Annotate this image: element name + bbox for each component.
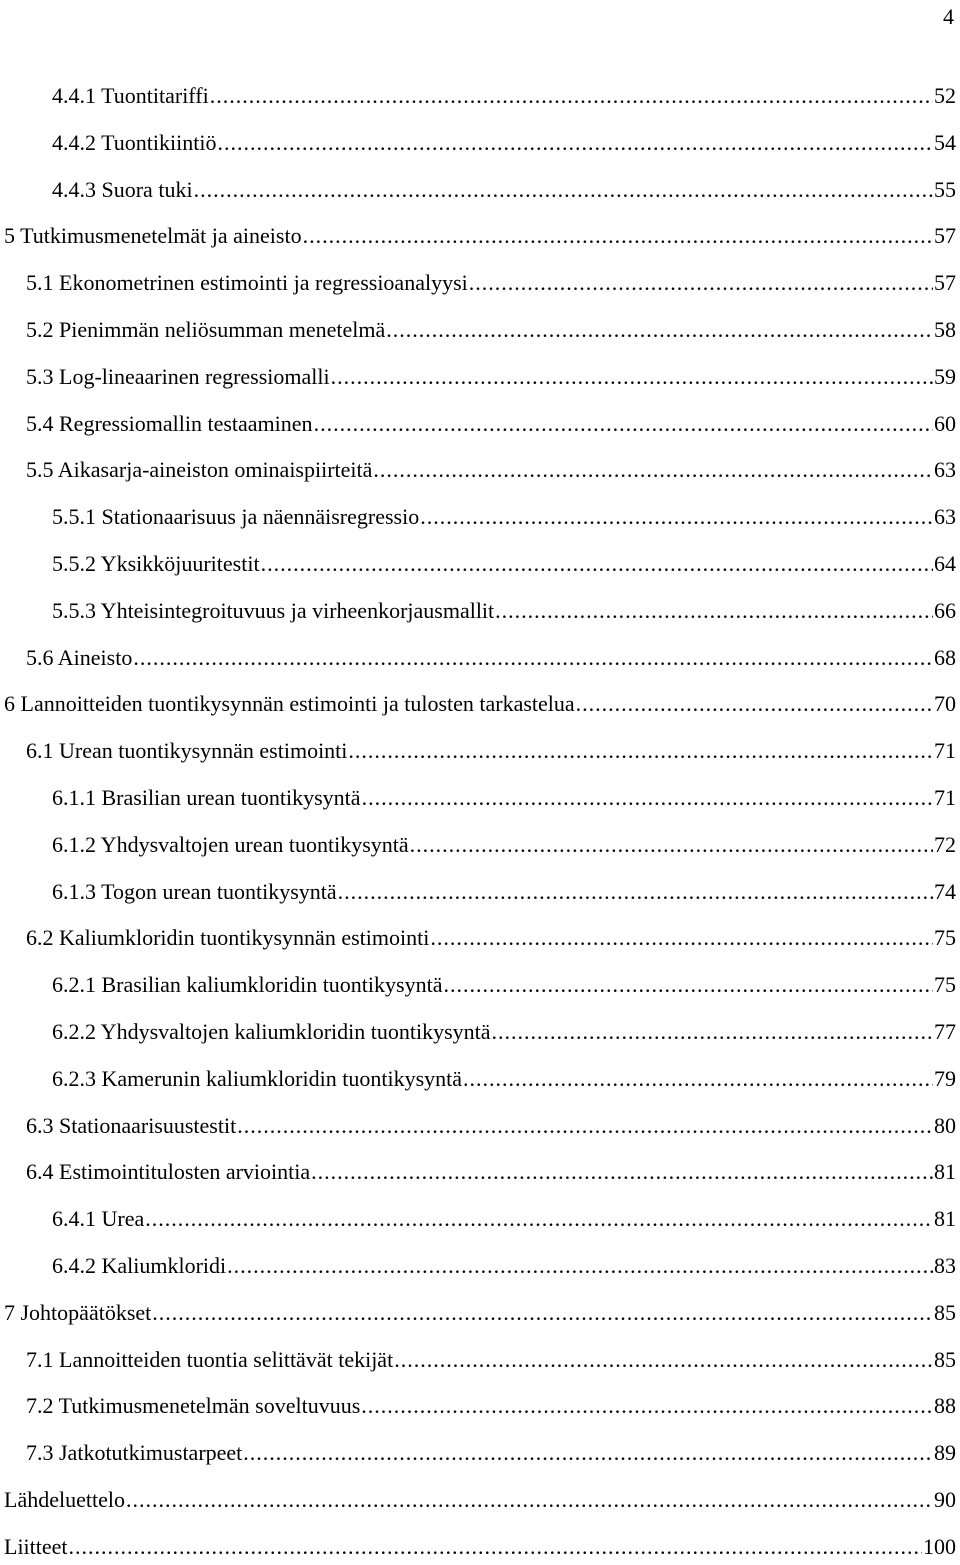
toc-entry[interactable] <box>26 640 956 676</box>
dot-leader <box>394 1342 933 1378</box>
dot-leader <box>443 967 933 1003</box>
toc-entry[interactable] <box>4 1295 956 1331</box>
toc-entry-page: 52 <box>934 83 956 108</box>
toc-entry-page: 88 <box>934 1393 956 1419</box>
toc-entry[interactable] <box>26 1154 956 1190</box>
toc-entry[interactable] <box>52 967 956 1003</box>
dot-leader <box>217 125 933 161</box>
toc-entry-label: 5 Tutkimusmenetelmät ja aineisto <box>4 223 302 249</box>
dot-leader <box>495 593 933 629</box>
toc-entry-page: 75 <box>934 925 956 951</box>
toc-entry-page: 54 <box>934 129 956 155</box>
toc-entry-label: Liitteet <box>4 1533 68 1559</box>
dot-leader <box>133 640 933 676</box>
toc-entry-page: 81 <box>934 1159 956 1185</box>
toc-entry[interactable] <box>52 780 956 816</box>
toc-entry[interactable] <box>52 593 956 629</box>
page-number: 4 <box>943 4 954 29</box>
toc-entry[interactable] <box>26 312 956 348</box>
toc-entry[interactable] <box>52 172 956 208</box>
dot-leader <box>362 780 933 816</box>
dot-leader <box>314 406 933 442</box>
dot-leader <box>210 78 933 114</box>
toc-entry-label: 5.5.3 Yhteisintegroituvuus ja virheenkorjausmallit <box>52 597 495 623</box>
toc-entry[interactable] <box>52 874 956 910</box>
toc-entry-label: 6.4 Estimointitulosten arviointia <box>26 1159 311 1185</box>
toc-entry-page: 64 <box>934 551 956 576</box>
toc-entry[interactable] <box>4 1529 956 1565</box>
toc-entry-page: 72 <box>934 831 956 857</box>
dot-leader <box>386 312 933 348</box>
toc-entry-label: 6.3 Stationaarisuustestit <box>26 1112 237 1138</box>
toc-entry[interactable] <box>26 733 956 769</box>
toc-entry[interactable] <box>26 1435 956 1471</box>
toc-entry-page: 85 <box>934 1346 956 1372</box>
toc-entry-label: 6.1.1 Brasilian urean tuontikysyntä <box>52 785 361 810</box>
toc-entry[interactable] <box>26 406 956 442</box>
toc-entry[interactable] <box>4 218 956 254</box>
dot-leader <box>463 1061 933 1097</box>
toc-entry-page: 57 <box>934 270 956 296</box>
dot-leader <box>331 359 933 395</box>
toc-entry[interactable] <box>26 1388 956 1424</box>
toc-entry-label: 4.4.3 Suora tuki <box>52 176 193 202</box>
toc-entry-label: 5.3 Log-lineaarinen regressiomalli <box>26 363 330 389</box>
dot-leader <box>261 546 933 582</box>
dot-leader <box>145 1201 933 1237</box>
toc-entry-page: 68 <box>934 644 956 670</box>
toc-entry-label: 5.5 Aikasarja-aineiston ominaispiirteitä <box>26 457 373 483</box>
toc-entry-page: 74 <box>934 878 956 904</box>
toc-entry-label: 6 Lannoitteiden tuontikysynnän estimointi ja tulosten tarkastelua <box>4 691 575 717</box>
dot-leader <box>492 1014 933 1050</box>
toc-entry-label: 6.1 Urean tuontikysynnän estimointi <box>26 738 348 764</box>
toc-entry-page: 66 <box>934 597 956 623</box>
toc-entry[interactable] <box>26 1342 956 1378</box>
dot-leader <box>576 686 933 722</box>
toc-entry-label: 6.2.3 Kamerunin kaliumkloridin tuontikysyntä <box>52 1065 463 1091</box>
dot-leader <box>469 265 933 301</box>
toc-entry-page: 81 <box>934 1206 956 1232</box>
dot-leader <box>227 1248 933 1284</box>
dot-leader <box>69 1529 922 1565</box>
dot-leader <box>373 452 933 488</box>
toc-entry-page: 70 <box>934 691 956 717</box>
toc-entry-label: 7.1 Lannoitteiden tuontia selittävät tekijät <box>26 1346 394 1372</box>
toc-entry[interactable] <box>52 499 956 535</box>
toc-entry-page: 90 <box>934 1487 956 1512</box>
dot-leader <box>420 499 933 535</box>
dot-leader <box>410 827 933 863</box>
dot-leader <box>361 1388 933 1424</box>
toc-entry-page: 77 <box>934 1019 956 1044</box>
toc-entry-label: 6.4.1 Urea <box>52 1206 145 1232</box>
toc-entry-page: 59 <box>934 363 956 389</box>
toc-entry-label: 7 Johtopäätökset <box>4 1299 152 1325</box>
toc-entry-label: 5.6 Aineisto <box>26 644 133 670</box>
toc-entry-page: 75 <box>934 972 956 998</box>
toc-entry-label: 6.2 Kaliumkloridin tuontikysynnän estimointi <box>26 925 430 951</box>
toc-entry[interactable] <box>26 1108 956 1144</box>
toc-entry-label: 4.4.1 Tuontitariffi <box>52 83 209 108</box>
toc-entry-label: 6.4.2 Kaliumkloridi <box>52 1253 227 1278</box>
toc-entry[interactable] <box>4 1482 956 1518</box>
toc-entry-label: 5.2 Pienimmän neliösumman menetelmä <box>26 317 386 342</box>
toc-entry-label: 6.2.1 Brasilian kaliumkloridin tuontikysyntä <box>52 972 443 998</box>
toc-entry-label: 5.4 Regressiomallin testaaminen <box>26 410 313 436</box>
dot-leader <box>430 920 933 956</box>
toc-entry-label: 4.4.2 Tuontikiintiö <box>52 129 217 155</box>
toc-entry[interactable] <box>52 1061 956 1097</box>
toc-entry-page: 83 <box>934 1253 956 1278</box>
toc-entry-page: 63 <box>934 457 956 483</box>
toc-entry-page: 79 <box>934 1065 956 1091</box>
toc-entry[interactable] <box>52 1014 956 1050</box>
dot-leader <box>126 1482 933 1518</box>
toc-entry-page: 89 <box>934 1440 956 1466</box>
toc-entry-page: 80 <box>934 1112 956 1138</box>
toc-entry[interactable] <box>26 452 956 488</box>
toc-entry-label: 7.3 Jatkotutkimustarpeet <box>26 1440 243 1466</box>
dot-leader <box>338 874 933 910</box>
toc-entry-label: 6.2.2 Yhdysvaltojen kaliumkloridin tuontikysyntä <box>52 1019 491 1044</box>
dot-leader <box>311 1154 933 1190</box>
toc-entry-page: 100 <box>923 1533 956 1559</box>
toc-entry-label: 6.1.3 Togon urean tuontikysyntä <box>52 878 337 904</box>
toc-entry-label: 6.1.2 Yhdysvaltojen urean tuontikysyntä <box>52 831 409 857</box>
toc-entry[interactable] <box>52 1248 956 1284</box>
toc-entry[interactable] <box>26 920 956 956</box>
toc-entry[interactable] <box>26 265 956 301</box>
toc-entry[interactable] <box>4 686 956 722</box>
toc-entry-page: 58 <box>934 317 956 342</box>
toc-entry-page: 55 <box>934 176 956 202</box>
toc-entry[interactable] <box>26 359 956 395</box>
toc-entry-label: 7.2 Tutkimusmenetelmän soveltuvuus <box>26 1393 361 1419</box>
dot-leader <box>237 1108 933 1144</box>
toc-entry-page: 71 <box>934 785 956 810</box>
toc-entry-page: 57 <box>934 223 956 249</box>
toc-entry[interactable] <box>52 546 956 582</box>
dot-leader <box>303 218 933 254</box>
toc-entry-page: 71 <box>934 738 956 764</box>
dot-leader <box>348 733 933 769</box>
toc-entry-page: 60 <box>934 410 956 436</box>
toc-entry[interactable] <box>52 827 956 863</box>
toc-entry-label: Lähdeluettelo <box>4 1487 125 1512</box>
toc-entry[interactable] <box>52 78 956 114</box>
toc-entry-label: 5.5.2 Yksikköjuuritestit <box>52 551 260 576</box>
dot-leader <box>152 1295 933 1331</box>
toc-entry[interactable] <box>52 125 956 161</box>
toc-entry-label: 5.1 Ekonometrinen estimointi ja regressioanalyysi <box>26 270 468 296</box>
toc-entry-page: 85 <box>934 1299 956 1325</box>
dot-leader <box>194 172 933 208</box>
toc-entry-label: 5.5.1 Stationaarisuus ja näennäisregressio <box>52 504 420 530</box>
dot-leader <box>243 1435 933 1471</box>
toc-entry[interactable] <box>52 1201 956 1237</box>
toc-entry-page: 63 <box>934 504 956 530</box>
